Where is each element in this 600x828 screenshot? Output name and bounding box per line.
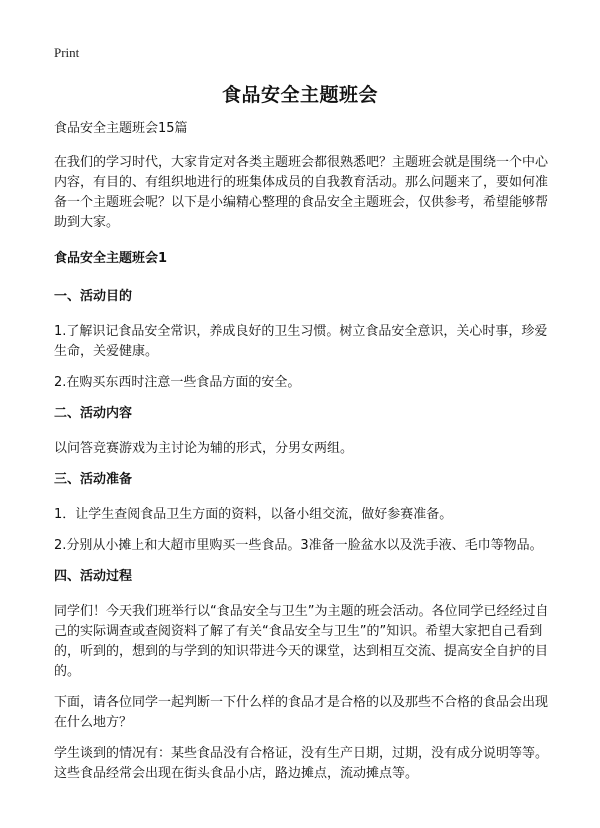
paragraph-content: 以问答竞赛游戏为主讨论为辅的形式，分男女两组。 xyxy=(54,441,354,456)
heading-activity-preparation: 三、活动准备 xyxy=(54,472,133,487)
paragraph-preparation-2: 2.分别从小摊上和大超市里购买一些食品。3准备一脸盆水以及洗手液、毛巾等物品。 xyxy=(54,538,543,553)
intro-paragraph: 在我们的学习时代，大家肯定对各类主题班会都很熟悉吧？主题班会就是围绕一个中心内容，有目的、有组织地进行的班集体成员的自我教育活动。那么问题来了，要如何准备一个主题班会呢？以下是小编精心整理的食品安全主题班会，仅供参考，希望能够帮助到大家。 xyxy=(54,155,549,230)
heading-activity-content: 二、活动内容 xyxy=(54,406,133,421)
paragraph-preparation-1: 1．让学生查阅食品卫生方面的资料，以备小组交流，做好参赛准备。 xyxy=(54,507,453,522)
document-body xyxy=(54,119,554,795)
section-title: 食品安全主题班会1 xyxy=(54,251,168,266)
paragraph-purpose-2: 2.在购买东西时注意一些食品方面的安全。 xyxy=(54,375,301,390)
print-link[interactable]: Print xyxy=(54,45,80,60)
paragraph-process-3: 学生谈到的情况有：某些食品没有合格证，没有生产日期，过期，没有成分说明等等。这些食品经常会出现在街头食品小店，路边摊点，流动摊点等。 xyxy=(54,746,549,781)
paragraph-purpose-1: 1.了解识记食品安全常识，养成良好的卫生习惯。树立食品安全意识，关心时事，珍爱生命，关爱健康。 xyxy=(54,324,548,359)
paragraph-process-1: 同学们！今天我们班举行以“食品安全与卫生”为主题的班会活动。各位同学已经经过自己的实际调查或查阅资料了解了有关“食品安全与卫生”的”知识。希望大家把自己看到的，听到的，想到的与学到的知识带进今天的课堂，达到相互交流、提高安全自护的目的。 xyxy=(54,604,549,679)
heading-activity-process: 四、活动过程 xyxy=(54,569,133,584)
paragraph-process-2: 下面，请各位同学一起判断一下什么样的食品才是合格的以及那些不合格的食品会出现在什么地方？ xyxy=(54,695,549,730)
heading-activity-purpose: 一、活动目的 xyxy=(54,289,133,304)
document-subtitle: 食品安全主题班会15篇 xyxy=(54,121,188,136)
page-title: 食品安全主题班会 xyxy=(221,84,378,106)
